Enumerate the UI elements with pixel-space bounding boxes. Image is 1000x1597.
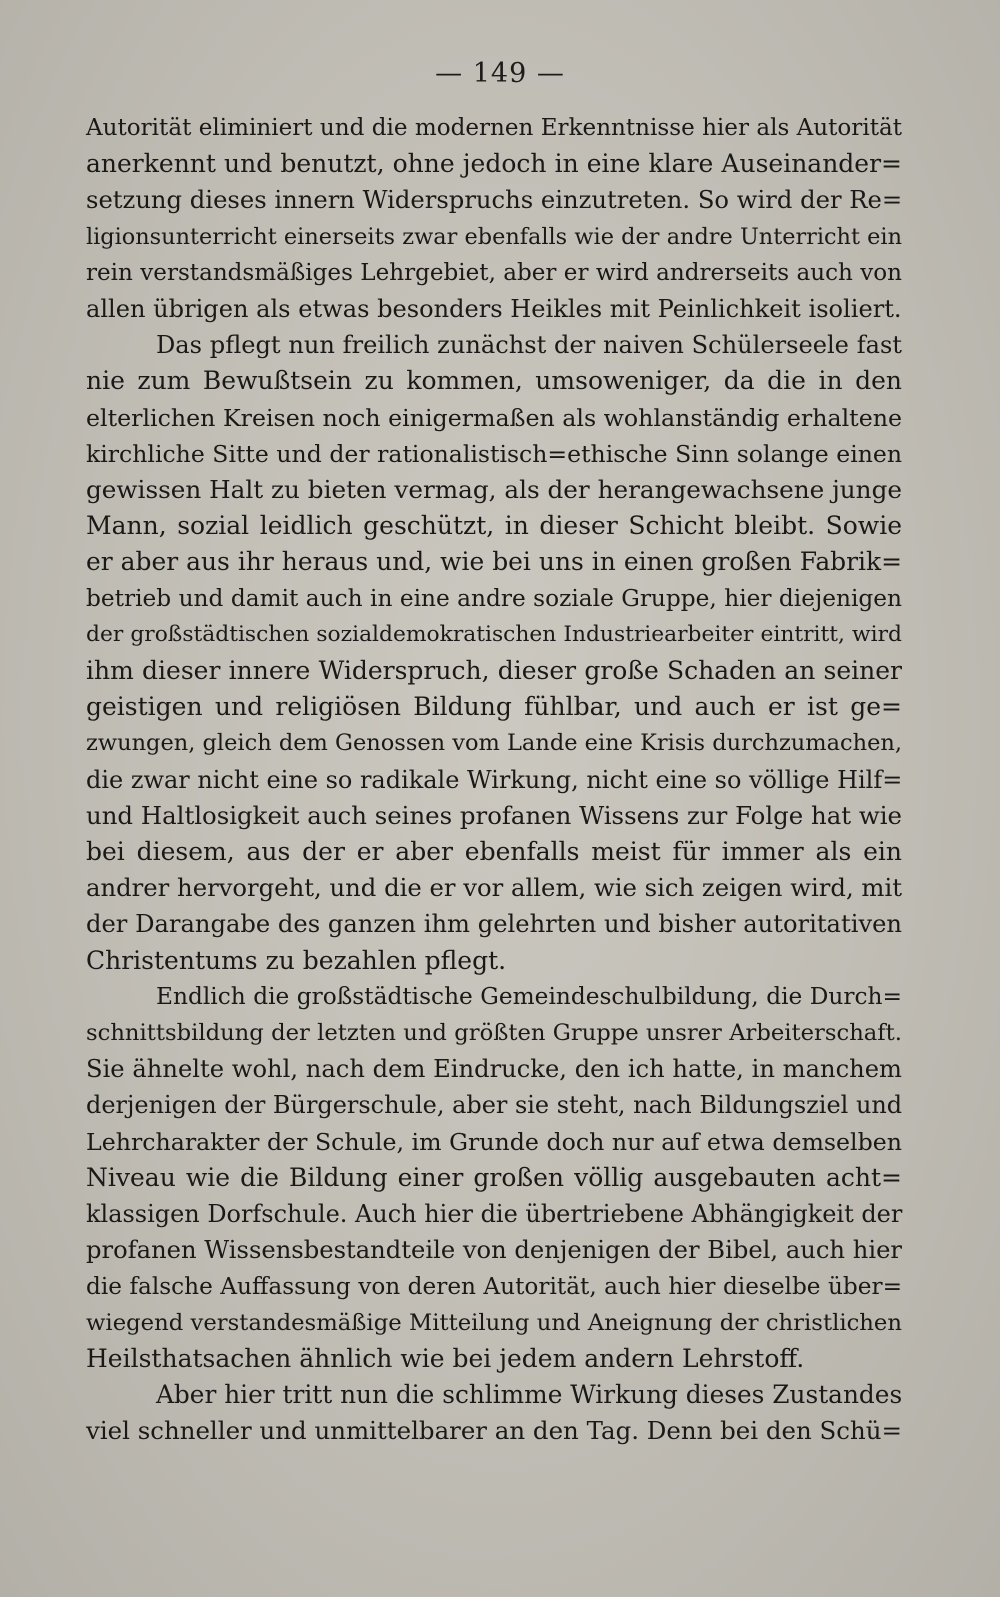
paragraph: [86, 979, 902, 1377]
text-line: rein verstandsmäßiges Lehrgebiet, aber er wird andrerseits auch von: [86, 259, 902, 286]
text-line: anerkennt und benutzt, ohne jedoch in eine klare Auseinander=: [86, 149, 902, 179]
text-line: Niveau wie die Bildung einer großen völlig ausgebauten acht=: [86, 1162, 902, 1192]
text-line: Aber hier tritt nun die schlimme Wirkung dieses Zustandes: [156, 1380, 903, 1410]
text-line: der großstädtischen sozialdemokratischen Industriearbeiter eintritt, wird: [86, 621, 902, 647]
text-line: die zwar nicht eine so radikale Wirkung, nicht eine so völlige Hilf=: [86, 765, 903, 794]
text-line: bei diesem, aus der er aber ebenfalls meist für immer als ein: [86, 837, 902, 867]
text-line: viel schneller und unmittelbarer an den Tag. Denn bei den Schü=: [86, 1416, 902, 1446]
text-line: betrieb und damit auch in eine andre soziale Gruppe, hier diejenigen: [86, 584, 902, 612]
text-line: profanen Wissensbestandteile von denjenigen der Bibel, auch hier: [86, 1236, 902, 1265]
text-line: Sie ähnelte wohl, nach dem Eindrucke, den ich hatte, in manchem: [86, 1055, 902, 1084]
paragraph: [86, 110, 902, 327]
text-line: gewissen Halt zu bieten vermag, als der herangewachsene junge: [86, 475, 902, 505]
paragraph: [86, 327, 902, 979]
text-line: er aber aus ihr heraus und, wie bei uns in einen großen Fabrik=: [86, 547, 902, 577]
text-line: allen übrigen als etwas besonders Heikles mit Peinlichkeit isoliert.: [86, 295, 902, 324]
body-text: [86, 110, 902, 1450]
page-number: — 149 —: [435, 58, 565, 89]
text-line: schnittsbildung der letzten und größten Gruppe unsrer Arbeiterschaft.: [86, 1020, 902, 1047]
text-line: Christentums zu bezahlen pflegt.: [86, 945, 507, 975]
text-line: geistigen und religiösen Bildung fühlbar, und auch er ist ge=: [86, 692, 902, 722]
text-line: zwungen, gleich dem Genossen vom Lande eine Krisis durchzumachen,: [86, 730, 903, 757]
text-line: und Haltlosigkeit auch seines profanen Wissens zur Folge hat wie: [86, 800, 902, 830]
text-line: elterlichen Kreisen noch einigermaßen als wohlanständig erhaltene: [86, 403, 902, 432]
text-line: Heilsthatsachen ähnlich wie bei jedem andern Lehrstoff.: [86, 1343, 805, 1373]
text-line: andrer hervorgeht, und die er vor allem, wie sich zeigen wird, mit: [86, 873, 902, 903]
text-line: wiegend verstandesmäßige Mitteilung und Aneignung der christlichen: [86, 1309, 902, 1336]
text-line: ligionsunterricht einerseits zwar ebenfalls wie der andre Unterricht ein: [86, 223, 902, 250]
text-line: setzung dieses innern Widerspruchs einzutreten. So wird der Re=: [86, 185, 903, 215]
text-line: derjenigen der Bürgerschule, aber sie steht, nach Bildungsziel und: [86, 1091, 903, 1120]
text-line: Endlich die großstädtische Gemeindeschulbildung, die Durch=: [156, 982, 902, 1010]
text-line: Mann, sozial leidlich geschützt, in dieser Schicht bleibt. Sowie: [86, 511, 902, 541]
text-line: klassigen Dorfschule. Auch hier die übertriebene Abhängigkeit der: [86, 1200, 903, 1229]
text-line: Das pflegt nun freilich zunächst der naiven Schülerseele fast: [156, 331, 902, 360]
text-line: ihm dieser innere Widerspruch, dieser große Schaden an seiner: [86, 656, 902, 686]
text-line: der Darangabe des ganzen ihm gelehrten und bisher autoritativen: [86, 910, 902, 939]
text-line: Autorität eliminiert und die modernen Erkenntnisse hier als Autorität: [86, 115, 902, 141]
text-line: Lehrcharakter der Schule, im Grunde doch nur auf etwa demselben: [86, 1127, 902, 1156]
text-line: die falsche Auffassung von deren Autorität, auch hier dieselbe über=: [86, 1272, 902, 1300]
paragraph: [86, 1377, 902, 1449]
text-line: kirchliche Sitte und der rationalistisch=ethische Sinn solange einen: [86, 439, 902, 468]
text-line: nie zum Bewußtsein zu kommen, umsoweniger, da die in den: [86, 366, 902, 396]
